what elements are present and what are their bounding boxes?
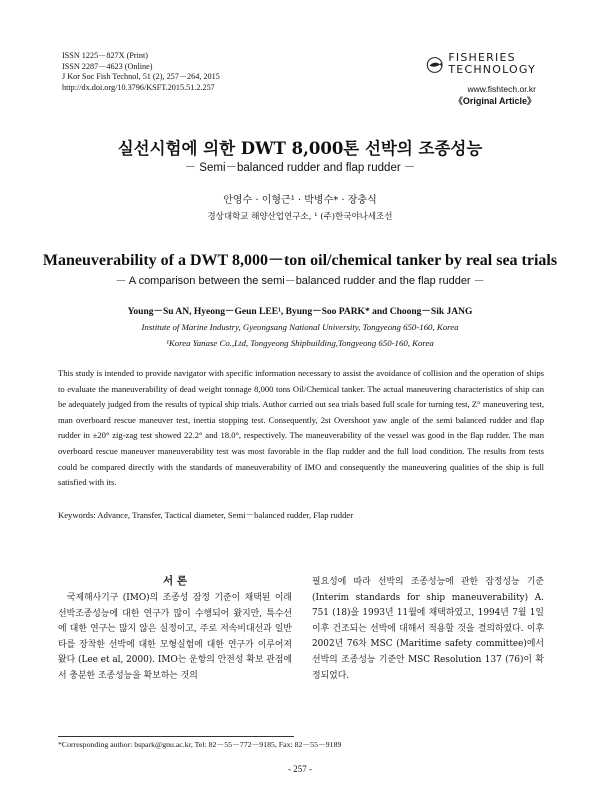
korean-title: 실선시험에 의한 DWT 8,000톤 선박의 조종성능: [117, 139, 483, 158]
intro-right-column: 필요성에 따라 선박의 조종성능에 관한 잠정성능 기준 (Interim standards for ship maneuverability) A. 751 (18)을 1993년 11월에 채택하였고, 1994년 7월 1일 이후 건조되는 선박에 대해서 적용할 것을 결의하였다. 이후 2002년 76차 MSC (Maritime safety committee)에서 선박의 조종성능 기준안 MSC Resolution 137 (76)이 확정되었다.: [312, 577, 544, 681]
issn-print: ISSN 1225－827X (Print): [62, 51, 148, 60]
logo-fisheries: FISHERIES: [448, 51, 516, 64]
english-affiliation-2: ¹Korea Yanase Co.,Ltd, Tongyeong Shipbuilding,Tongyeong 650-160, Korea: [166, 338, 434, 348]
section-heading-introduction: 서 론: [163, 575, 187, 587]
article-type: 《Original Article》: [453, 96, 536, 106]
abstract: This study is intended to provide navigator with specific information necessary to assist the avoidance of collision and the operation of ships to evaluate the maneuverability of dead weight tonnage 8,000 tons Oil/Chemical tanker. The actual maneuvering characteristics of ship can be adequately judged from the results of typical ship trials. Author carried out sea trials based full scale for turning test, Z° maneuvering test, man overboard rescue maneuver test, inertia stopping test. Consequently, 2st Overshoot yaw angle of the semi balanced rudder and flap rudder in ±20° zig-zag test showed 22.2° and 18.0°, respectively. The maneuverability of the vessel was good in the flap rudder. The man overboard rescue maneuver maneuverability test was most favorable in the flap rudder and the full load condition. The results from tests could be compared directly with the standards of maneuverability of IMO and consequently the maneuvering qualities of the ship is full satisfied with its.: [58, 368, 544, 488]
korean-subtitle: － Semi－balanced rudder and flap rudder －: [184, 162, 416, 174]
intro-left-column: 국제해사기구 (IMO)의 조종성 잠정 기준이 채택된 이래 선박조종성능에 대한 연구가 많이 수행되어 왔지만, 특수선에 대한 연구는 많지 않은 실정이고, 주로 저속비대선과 일반타를 장착한 선박에 대한 모형실험에 대한 연구가 이루어져 왔다 (Lee et al, 2000). IMO는 운항의 안전성 확보 관점에서 충분한 조종성능을 확보하는 것의: [58, 593, 292, 681]
journal-citation: J Kor Soc Fish Technol, 51 (2), 257－264, 2015: [62, 72, 220, 82]
fish-logo-icon: [426, 52, 443, 78]
keywords: Keywords: Advance, Transfer, Tactical diameter, Semi－balanced rudder, Flap rudder: [58, 510, 354, 520]
english-title: Maneuverability of a DWT 8,000－ton oil/chemical tanker by real sea trials: [42, 252, 558, 269]
english-subtitle: － A comparison between the semi－balanced rudder and the flap rudder －: [115, 275, 485, 287]
corresponding-author-footnote: *Corresponding author: bspark@gnu.ac.kr, Tel: 82－55－772－9185, Fax: 82－55－9189: [58, 740, 342, 749]
english-affiliation-1: Institute of Marine Industry, Gyeongsang National University, Tongyeong 650-160, Korea: [141, 322, 459, 332]
korean-authors: 안영수 · 이형근¹ · 박병수* · 장충식: [223, 195, 377, 206]
journal-url[interactable]: www.fishtech.or.kr: [467, 84, 536, 94]
footnote-divider: [58, 736, 294, 737]
page-number: - 257 -: [288, 764, 312, 774]
english-authors: Young－Su AN, Hyeong－Geun LEE¹, Byung－Soo PARK* and Choong－Sik JANG: [127, 307, 473, 317]
korean-affiliation: 경상대학교 해양산업연구소, ¹ (주)한국야나세조선: [207, 212, 393, 222]
logo-technology: TECHNOLOGY: [448, 63, 536, 76]
journal-logo: [426, 52, 536, 107]
citation-block: [62, 51, 220, 93]
issn-online: ISSN 2287－4623 (Online): [62, 61, 153, 71]
doi-link[interactable]: http://dx.doi.org/10.3796/KSFT.2015.51.2.257: [62, 82, 215, 92]
